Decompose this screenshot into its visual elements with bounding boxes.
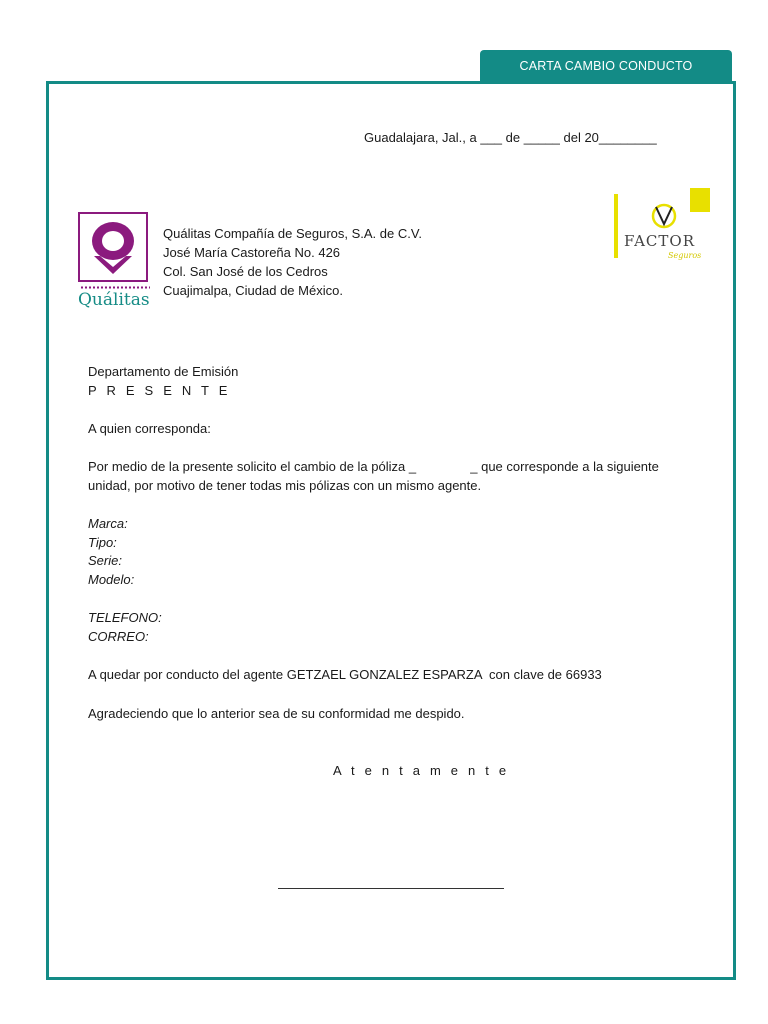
- recipient-line-4: Cuajimalpa, Ciudad de México.: [163, 283, 343, 298]
- recipient-line-3: Col. San José de los Cedros: [163, 264, 328, 279]
- factor-square-icon: [690, 188, 710, 212]
- signature-line: [278, 888, 504, 889]
- body-line-2: unidad, por motivo de tener todas mis pólizas con un mismo agente.: [88, 478, 482, 493]
- recipient-line-2: José María Castoreña No. 426: [163, 245, 341, 260]
- recipient-line-1: Quálitas Compañía de Seguros, S.A. de C.V.: [163, 226, 422, 241]
- factor-logo: [612, 186, 712, 262]
- factor-script: Seguros: [668, 251, 702, 260]
- agent-line: A quedar por conducto del agente GETZAEL GONZALEZ ESPARZA con clave de 66933: [88, 667, 602, 682]
- department: Departamento de Emisión: [88, 364, 239, 379]
- field-correo: CORREO:: [88, 629, 149, 644]
- field-serie: Serie:: [88, 553, 122, 568]
- field-tipo: Tipo:: [88, 535, 117, 550]
- factor-bar-icon: [614, 194, 618, 258]
- body-line-1: Por medio de la presente solicito el cambio de la póliza _ _ que corresponde a la siguiente: [88, 459, 659, 474]
- field-telefono: TELEFONO:: [88, 610, 162, 625]
- presente: P R E S E N T E: [88, 383, 231, 398]
- date-line: Guadalajara, Jal., a ___ de _____ del 20________: [364, 130, 657, 145]
- qualitas-logo: [78, 212, 154, 314]
- qualitas-q-icon: [78, 212, 148, 282]
- factor-v-icon: [656, 207, 672, 224]
- factor-wordmark: FACTOR: [624, 232, 696, 250]
- closing-line: Agradeciendo que lo anterior sea de su conformidad me despido.: [88, 706, 465, 721]
- salutation: A quien corresponda:: [88, 421, 211, 436]
- field-marca: Marca:: [88, 516, 128, 531]
- qualitas-wordmark: Quálitas: [78, 290, 150, 310]
- sign-off: A t e n t a m e n t e: [333, 763, 510, 778]
- field-modelo: Modelo:: [88, 572, 135, 587]
- header-tab: CARTA CAMBIO CONDUCTO: [480, 50, 732, 82]
- qualitas-dots: [80, 286, 150, 289]
